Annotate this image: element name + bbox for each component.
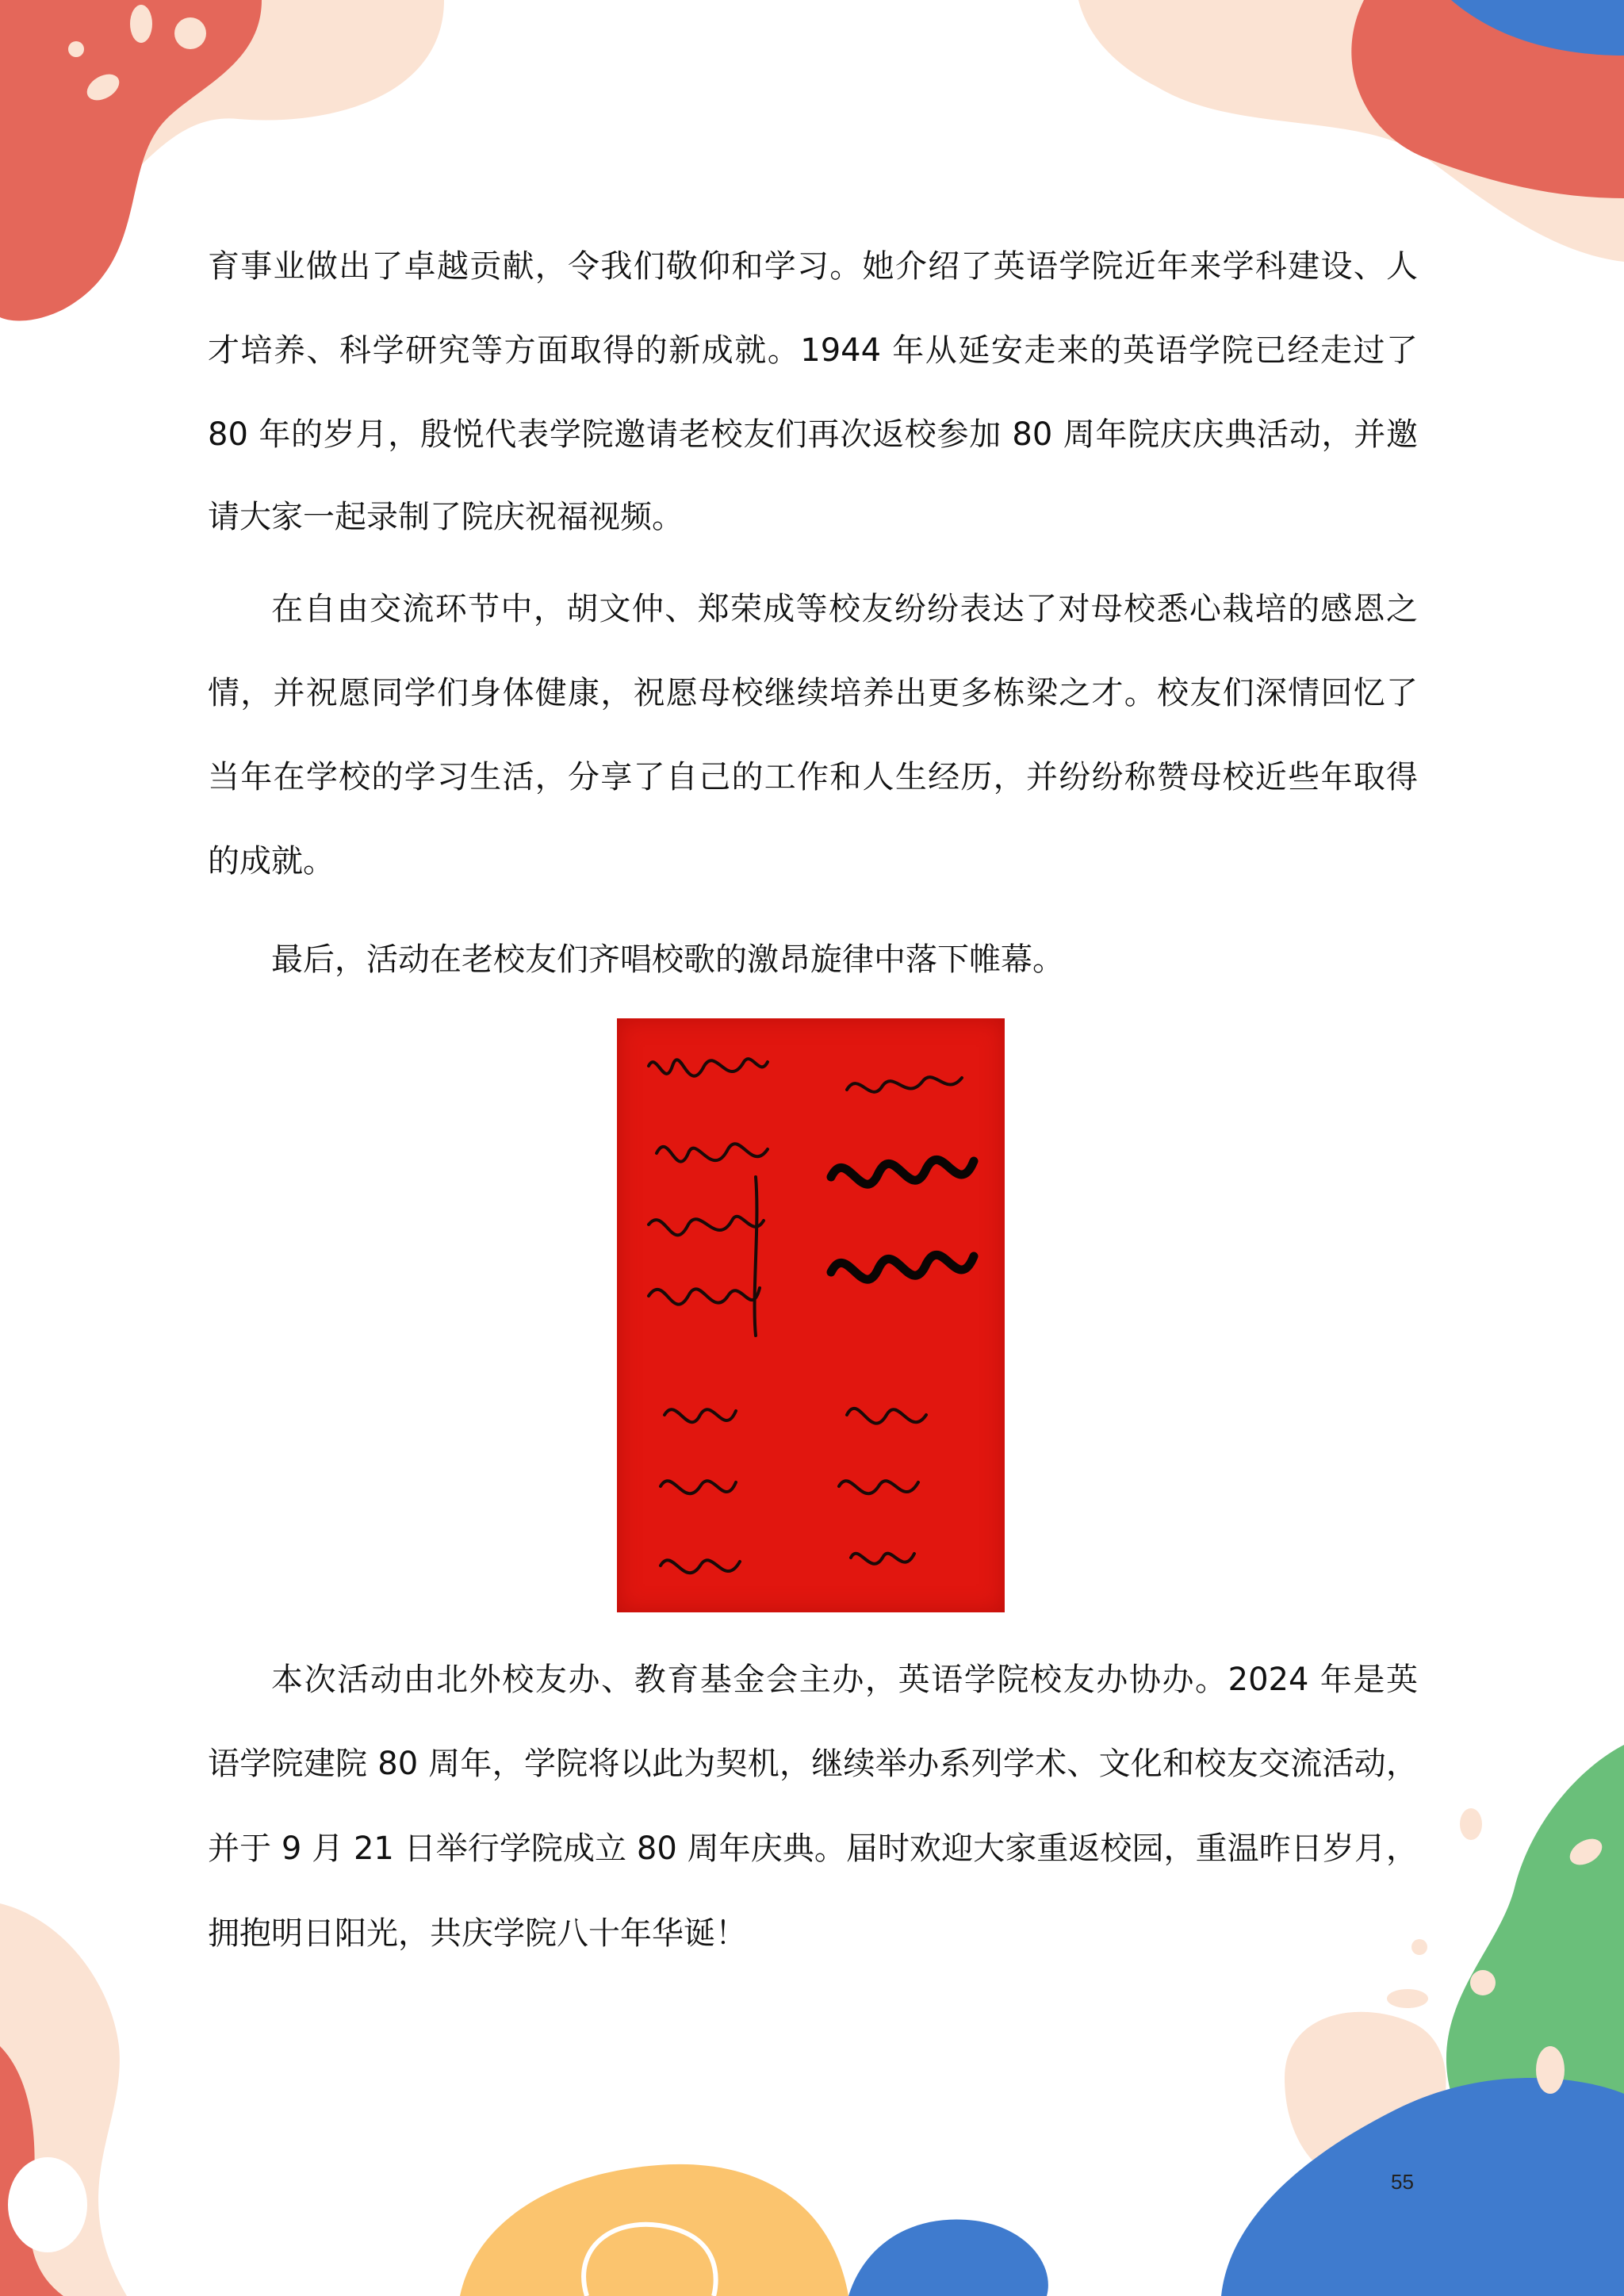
- text-line: 的成就。: [208, 843, 335, 880]
- blob-bottom-right-blue: [1221, 2078, 1624, 2296]
- text-line: 育事业做出了卓越贡献，令我们敬仰和学习。她介绍了英语学院近年来学科建设、人: [208, 248, 1418, 285]
- signature-photo: [617, 1018, 1005, 1612]
- text-line: 才培养、科学研究等方面取得的新成就。1944 年从延安走来的英语学院已经走过了: [208, 332, 1418, 369]
- blob-bottom-center-orange: [460, 2164, 848, 2296]
- page-number: 55: [1391, 2170, 1414, 2194]
- handwritten-signatures: [617, 1018, 1005, 1612]
- text-line: 在自由交流环节中，胡文仲、郑荣成等校友纷纷表达了对母校悉心栽培的感恩之: [271, 591, 1418, 627]
- text-line: 最后，活动在老校友们齐唱校歌的激昂旋律中落下帷幕。: [271, 941, 1064, 978]
- text-line: 拥抱明日阳光，共庆学院八十年华诞！: [208, 1915, 747, 1952]
- text-line: 语学院建院 80 周年，学院将以此为契机，继续举办系列学术、文化和校友交流活动，: [208, 1746, 1418, 1782]
- text-line: 请大家一起录制了院庆祝福视频。: [208, 499, 684, 535]
- text-line: 80 年的岁月，殷悦代表学院邀请老校友们再次返校参加 80 周年院庆庆典活动，并邀: [208, 416, 1418, 453]
- text-line: 情，并祝愿同学们身体健康，祝愿母校继续培养出更多栋梁之才。校友们深情回忆了: [208, 675, 1418, 711]
- blob-bottom-center-blue: [848, 2219, 1048, 2296]
- text-line: 当年在学校的学习生活，分享了自己的工作和人生经历，并纷纷称赞母校近些年取得: [208, 759, 1418, 795]
- text-line: 并于 9 月 21 日举行学院成立 80 周年庆典。届时欢迎大家重返校园，重温昨日岁月，: [208, 1830, 1418, 1867]
- text-line: 本次活动由北外校友办、教育基金会主办，英语学院校友办协办。2024 年是英: [271, 1662, 1418, 1698]
